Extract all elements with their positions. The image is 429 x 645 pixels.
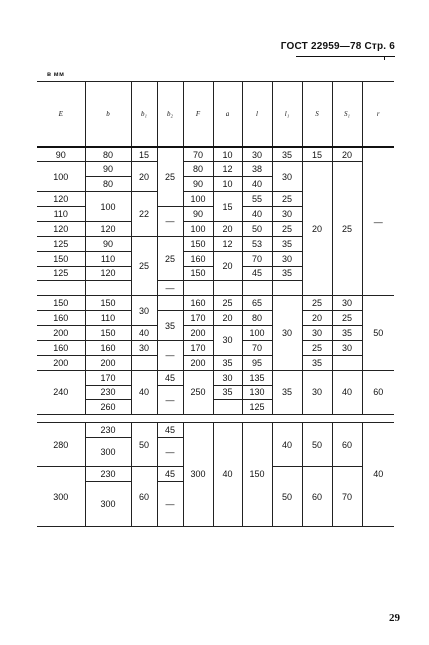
table-cell: 90 (85, 162, 131, 177)
table-row (37, 147, 394, 162)
table-cell: 30 (213, 326, 242, 356)
column-header: S₁ (332, 82, 362, 148)
table-cell: 120 (37, 192, 85, 207)
table-cell: 200 (183, 355, 213, 370)
table-cell: 25 (332, 162, 362, 296)
table-cell (272, 281, 302, 296)
table-cell: 90 (37, 147, 85, 162)
table-cell: 20 (302, 162, 332, 296)
table-cell: 38 (242, 162, 272, 177)
table-cell: 300 (85, 437, 131, 467)
table-cell: 45 (157, 370, 183, 385)
table-cell: 35 (272, 370, 302, 415)
column-header: r (362, 82, 394, 148)
table-cell: 125 (37, 266, 85, 281)
table-cell: 40 (213, 422, 242, 526)
table-cell: 80 (183, 162, 213, 177)
table-cell: 95 (242, 355, 272, 370)
table-cell: 100 (37, 162, 85, 192)
table-cell: 30 (302, 370, 332, 415)
table-cell: — (157, 437, 183, 467)
table-cell: 120 (37, 221, 85, 236)
table-cell: 40 (362, 422, 394, 526)
table-cell: 160 (37, 340, 85, 355)
table-cell: 125 (242, 400, 272, 415)
column-header: l₁ (272, 82, 302, 148)
table-cell: 90 (183, 177, 213, 192)
table-cell: 280 (37, 422, 85, 467)
table-cell: 30 (332, 296, 362, 311)
table-cell: 35 (157, 311, 183, 341)
table-cell: 25 (157, 236, 183, 281)
column-header: a (213, 82, 242, 148)
table-cell: 25 (157, 147, 183, 207)
table-cell: 12 (213, 236, 242, 251)
table-cell: 25 (213, 296, 242, 311)
table-cell: — (157, 207, 183, 237)
table-cell: 160 (183, 296, 213, 311)
header-rule-tick (384, 56, 385, 60)
table-cell: 45 (157, 422, 183, 437)
table-cell: 20 (332, 147, 362, 162)
table-row (37, 162, 394, 177)
table-cell: 80 (242, 311, 272, 326)
column-header: b₁ (131, 82, 157, 148)
section-gap (37, 415, 394, 422)
table-cell: 230 (85, 422, 131, 437)
table-cell (242, 281, 272, 296)
table-cell: 65 (242, 296, 272, 311)
table-cell: 135 (242, 370, 272, 385)
table-cell: 45 (157, 467, 183, 482)
table-cell: 40 (272, 422, 302, 467)
table-cell: 35 (272, 266, 302, 281)
table-cell: 12 (213, 162, 242, 177)
table-row (37, 311, 394, 326)
table-cell: — (157, 482, 183, 527)
table-cell: 200 (183, 326, 213, 341)
table-cell: 55 (242, 192, 272, 207)
table-cell: 160 (85, 340, 131, 355)
table-row (37, 422, 394, 437)
table-cell: 150 (85, 326, 131, 341)
table-cell (213, 400, 242, 415)
table-cell: 125 (37, 236, 85, 251)
table-cell: 110 (85, 311, 131, 326)
table-cell: — (362, 147, 394, 296)
table-cell: 30 (332, 340, 362, 355)
table-cell: 53 (242, 236, 272, 251)
table-cell: 40 (131, 370, 157, 415)
table-cell: 50 (362, 296, 394, 370)
table-cell: 22 (131, 192, 157, 237)
table-cell: 80 (85, 177, 131, 192)
column-header: b (85, 82, 131, 148)
table-cell: 70 (332, 467, 362, 527)
table-cell: 20 (213, 251, 242, 281)
table-cell: 110 (37, 207, 85, 222)
table-cell: 100 (183, 192, 213, 207)
table-cell: 35 (302, 355, 332, 370)
table-cell: 100 (85, 192, 131, 222)
page-number: 29 (389, 612, 400, 624)
table-cell: — (157, 281, 183, 296)
table-cell: 150 (242, 422, 272, 526)
table-cell: 50 (302, 422, 332, 467)
table-cell: 300 (85, 482, 131, 527)
table-cell: 25 (131, 236, 157, 296)
table-row (37, 370, 394, 385)
table-cell: 200 (85, 355, 131, 370)
table-cell: 130 (242, 385, 272, 400)
table-cell: 150 (183, 266, 213, 281)
table-cell: 40 (332, 370, 362, 415)
table-cell: 30 (131, 340, 157, 355)
table-cell: 60 (332, 422, 362, 467)
table-cell (157, 296, 183, 311)
table-cell: 150 (37, 251, 85, 266)
table-cell: 10 (213, 147, 242, 162)
table-cell: 230 (85, 467, 131, 482)
table-cell: 30 (302, 326, 332, 341)
table-cell: 25 (302, 340, 332, 355)
table-row (37, 415, 394, 422)
table-cell: 10 (213, 177, 242, 192)
table-cell: 90 (183, 207, 213, 222)
table-cell: 170 (183, 340, 213, 355)
table-cell: 30 (272, 251, 302, 266)
column-header: l (242, 82, 272, 148)
table-cell: 40 (131, 326, 157, 341)
table-cell: 40 (242, 207, 272, 222)
table-cell: 70 (242, 340, 272, 355)
dimensions-table (37, 81, 394, 527)
table-row (37, 326, 394, 341)
table-cell: 200 (37, 326, 85, 341)
table-cell: 120 (85, 266, 131, 281)
header-row (37, 82, 394, 148)
table-cell: 20 (131, 162, 157, 192)
table-cell (183, 281, 213, 296)
table-cell: 230 (85, 385, 131, 400)
table-cell: 25 (332, 311, 362, 326)
table-cell: 50 (131, 422, 157, 467)
table-cell: 30 (272, 162, 302, 192)
table-cell: — (157, 385, 183, 415)
table-cell: 70 (183, 147, 213, 162)
table-cell: 50 (272, 467, 302, 527)
table-cell: 30 (272, 207, 302, 222)
table-cell: 110 (85, 251, 131, 266)
table-cell: 60 (302, 467, 332, 527)
table-cell: 25 (302, 296, 332, 311)
table-cell: 100 (183, 221, 213, 236)
table-cell: 120 (85, 221, 131, 236)
table-row (37, 296, 394, 311)
table-cell: 35 (272, 236, 302, 251)
table-cell: 15 (131, 147, 157, 162)
column-header: F (183, 82, 213, 148)
column-header: S (302, 82, 332, 148)
table-cell: 170 (85, 370, 131, 385)
table-cell: 45 (242, 266, 272, 281)
table-cell (213, 281, 242, 296)
table-cell: 90 (85, 236, 131, 251)
table-cell: 25 (272, 192, 302, 207)
table-cell: 240 (37, 370, 85, 415)
table-cell: 35 (213, 385, 242, 400)
column-header: b₂ (157, 82, 183, 148)
table-cell: 150 (183, 236, 213, 251)
table-cell: 150 (85, 296, 131, 311)
table-cell: 160 (37, 311, 85, 326)
table-body (37, 147, 394, 527)
page-header: ГОСТ 22959—78 Стр. 6 (280, 41, 395, 52)
table-cell: 30 (131, 296, 157, 326)
table-cell: 25 (272, 221, 302, 236)
table-cell (85, 281, 131, 296)
table-cell: 200 (37, 355, 85, 370)
table-cell: 30 (272, 296, 302, 370)
table-cell: 50 (242, 221, 272, 236)
table-cell: 20 (302, 311, 332, 326)
table-cell: 15 (213, 192, 242, 222)
table-cell: 35 (272, 147, 302, 162)
table-cell: 160 (183, 251, 213, 266)
column-header: E (37, 82, 85, 148)
table-cell: 30 (213, 370, 242, 385)
table-cell: 260 (85, 400, 131, 415)
table-cell: 20 (213, 221, 242, 236)
table-cell: 300 (37, 467, 85, 527)
table-cell: 60 (131, 467, 157, 527)
table-cell (332, 355, 362, 370)
table-cell: — (157, 340, 183, 370)
table-cell: 30 (242, 147, 272, 162)
unit-label: в мм (47, 71, 65, 78)
table-cell: 40 (242, 177, 272, 192)
table-row (37, 355, 394, 370)
table-cell: 80 (85, 147, 131, 162)
table-cell: 100 (242, 326, 272, 341)
table-cell: 150 (37, 296, 85, 311)
table-cell: 70 (242, 251, 272, 266)
table-cell: 35 (213, 355, 242, 370)
table-cell: 60 (362, 370, 394, 415)
table-cell: 35 (332, 326, 362, 341)
table-cell: 20 (213, 311, 242, 326)
table-cell (37, 281, 85, 296)
table-cell (131, 355, 157, 370)
table-cell: 15 (302, 147, 332, 162)
table-cell: 170 (183, 311, 213, 326)
header-rule (296, 56, 395, 57)
table-cell: 300 (183, 422, 213, 526)
table-cell: 250 (183, 370, 213, 415)
